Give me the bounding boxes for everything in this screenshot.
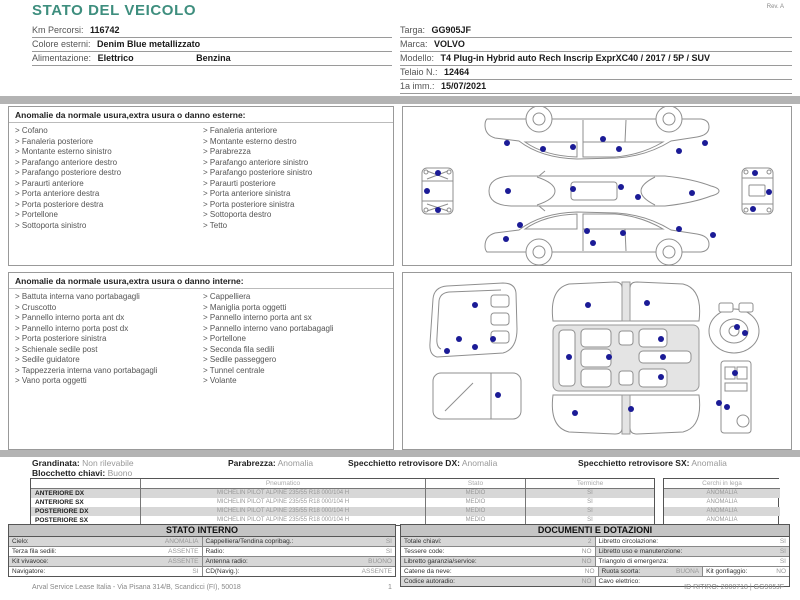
anomaly-item: > Tunnel centrale (203, 366, 387, 377)
tyre-position: POSTERIORE SX (31, 516, 141, 525)
field-value: SI (779, 538, 786, 545)
exterior-damage-diagram-panel (402, 106, 792, 266)
field-label: Cavo elettrico: (598, 578, 641, 585)
separator-bar-top (0, 96, 800, 104)
anomaly-item: > Maniglia porta oggetti (203, 303, 387, 314)
exterior-damage-diagram (403, 107, 791, 265)
anomaly-item: > Sedile guidatore (15, 355, 199, 366)
brand-value: VOLVO (434, 39, 465, 49)
color-value: Denim Blue metallizzato (97, 39, 201, 49)
field-value: SI (192, 568, 199, 575)
interior-anomalies-col2 (201, 292, 389, 387)
mirror-dx-value: Anomalia (461, 458, 498, 468)
anomaly-item: > Sedile passeggero (203, 355, 387, 366)
interior-damage-diagram-panel (402, 272, 792, 450)
tyre-thermal: SI (526, 489, 654, 498)
field-value: ANOMALIA (164, 538, 199, 545)
anomaly-item: > Vano porta oggetti (15, 376, 199, 387)
anomaly-item: > Portellone (203, 334, 387, 345)
anomaly-item: > Volante (203, 376, 387, 387)
anomaly-item: > Parafango anteriore sinistro (203, 158, 387, 169)
color-row (32, 38, 392, 52)
anomaly-item: > Pannello interno vano portabagagli (203, 324, 387, 335)
anomaly-item: > Schienale sedile post (15, 345, 199, 356)
vehicle-info-left (32, 24, 392, 66)
field-value: 2 (587, 538, 592, 545)
interior-damage-diagram (403, 273, 791, 449)
tyre-position: ANTERIORE DX (31, 489, 141, 498)
tyre-position-header (31, 479, 141, 489)
interior-state-title: STATO INTERNO (9, 525, 395, 537)
model-value: T4 Plug-in Hybrid auto Rech Inscrip ExprXC40 / 2017 / 5P / SUV (440, 53, 710, 63)
footer-page-number: 1 (388, 584, 392, 591)
field-value: ASSENTE (168, 558, 199, 565)
vehicle-info-right (400, 24, 792, 94)
model-label: Modello: (400, 53, 435, 63)
field-value: SI (385, 538, 392, 545)
anomaly-item: > Tappezzeria interna vano portabagagli (15, 366, 199, 377)
field-value: NO (581, 558, 592, 565)
key-block-status (32, 469, 132, 479)
brand-label: Marca: (400, 39, 428, 49)
field-value: BUONO (368, 558, 392, 565)
anomaly-item: > Cruscotto (15, 303, 199, 314)
anomaly-item: > Parafango posteriore destro (15, 168, 199, 179)
field-label: Cielo: (12, 538, 29, 545)
anomaly-item: > Parabrezza (203, 147, 387, 158)
field-label: Libretto circolazione: (598, 538, 659, 545)
mirror-sx-label: Specchietto retrovisore SX: (578, 458, 690, 468)
footer-pickup-id: ID RITIRO: 2000718 | GG905JF (684, 584, 784, 591)
anomaly-item: > Cappelliera (203, 292, 387, 303)
mirror-sx-status (578, 459, 727, 469)
documents-equipment-table (400, 524, 790, 587)
tyre-thermal-header: Termiche (526, 479, 654, 489)
fuel-value-electric: Elettrico (97, 53, 134, 63)
chassis-row (400, 66, 792, 80)
field-label: Totale chiavi: (404, 538, 442, 545)
mirror-sx-value: Anomalia (691, 458, 727, 468)
tyre-state: MEDIO (426, 489, 526, 498)
field-label: Antenna radio: (205, 558, 248, 565)
plate-value: GG905JF (431, 25, 472, 35)
registration-value: 15/07/2021 (441, 81, 487, 91)
separator-bar-bottom (0, 450, 800, 457)
alloy-wheel-state: ANOMALIA (664, 507, 780, 516)
field-value: NO (776, 568, 786, 575)
anomaly-item: > Porta posteriore destra (15, 200, 199, 211)
anomaly-item: > Fanaleria posteriore (15, 137, 199, 148)
tyre-thermal: SI (526, 507, 654, 516)
tyre-state-header: Stato (426, 479, 526, 489)
plate-label: Targa: (400, 25, 426, 35)
interior-anomalies-columns (9, 289, 393, 390)
field-label: Terza fila sedili: (12, 548, 57, 555)
field-label: Tessere code: (404, 548, 445, 555)
interior-anomalies-panel (8, 272, 394, 450)
alloy-wheels-header: Cerchi in lega (664, 479, 780, 489)
tyre-model: MICHELIN PILOT ALPINE 235/55 R18 000/104 H (141, 489, 426, 498)
anomaly-item: > Paraurti anteriore (15, 179, 199, 190)
alloy-wheel-state: ANOMALIA (664, 489, 780, 498)
windshield-label: Parabrezza: (228, 458, 276, 468)
field-value: NO (581, 578, 592, 585)
interior-anomalies-col1 (13, 292, 201, 387)
tyre-position: POSTERIORE DX (31, 507, 141, 516)
tyre-position: ANTERIORE SX (31, 498, 141, 507)
anomaly-item: > Sottoporta sinistro (15, 221, 199, 232)
field-value: NO (581, 548, 592, 555)
anomaly-item: > Porta anteriore sinistra (203, 189, 387, 200)
documents-equipment-title: DOCUMENTI E DOTAZIONI (401, 525, 789, 537)
field-label: Libretto uso e manutenzione: (598, 548, 683, 555)
table-row (9, 567, 395, 576)
anomaly-item: > Montante esterno sinistro (15, 147, 199, 158)
field-label: Codice autoradio: (404, 578, 455, 585)
field-value: BUONA (676, 568, 700, 575)
anomaly-item: > Tetto (203, 221, 387, 232)
mirror-dx-label: Specchietto retrovisore DX: (348, 458, 460, 468)
tyre-model: MICHELIN PILOT ALPINE 235/55 R18 000/104 H (141, 507, 426, 516)
chassis-label: Telaio N.: (400, 67, 438, 77)
field-value: ASSENTE (168, 548, 199, 555)
color-label: Colore esterni: (32, 39, 91, 49)
field-label: Kit gonfiaggio: (706, 568, 748, 575)
page-title: STATO DEL VEICOLO (32, 2, 197, 19)
field-label: Ruota scorta: (601, 568, 641, 575)
registration-row (400, 80, 792, 94)
anomaly-item: > Pannello interno porta post dx (15, 324, 199, 335)
field-value: SI (779, 558, 786, 565)
table-row (401, 547, 789, 557)
field-label: Navigatore: (12, 568, 46, 575)
model-row (400, 52, 792, 66)
anomaly-item: > Cofano (15, 126, 199, 137)
anomaly-item: > Paraurti posteriore (203, 179, 387, 190)
anomaly-item: > Parafango anteriore destro (15, 158, 199, 169)
tyre-model: MICHELIN PILOT ALPINE 235/55 R18 000/104 H (141, 498, 426, 507)
field-label: Libretto garanzia/service: (404, 558, 477, 565)
anomaly-item: > Porta posteriore sinistra (15, 334, 199, 345)
anomaly-item: > Portellone (15, 210, 199, 221)
alloy-wheel-state: ANOMALIA (706, 499, 738, 505)
plate-row (400, 24, 792, 38)
table-row (401, 567, 789, 577)
tyre-section (30, 478, 779, 526)
alloy-wheels-table (663, 478, 779, 526)
field-label: Triangolo di emergenza: (598, 558, 669, 565)
alloy-wheel-state: ANOMALIA (706, 517, 738, 523)
km-row (32, 24, 392, 38)
exterior-anomalies-columns (9, 123, 393, 234)
field-label: Catene da neve: (404, 568, 452, 575)
anomaly-item: > Battuta interna vano portabagagli (15, 292, 199, 303)
table-row (9, 557, 395, 567)
tyre-header: Pneumatico (141, 479, 426, 489)
anomaly-item: > Sottoporta destro (203, 210, 387, 221)
key-block-label: Blocchetto chiavi: (32, 467, 106, 478)
hail-value: Non rilevabile (82, 458, 134, 468)
exterior-anomalies-col1 (13, 126, 201, 231)
table-row (401, 557, 789, 567)
anomaly-item: > Parafango posteriore sinistro (203, 168, 387, 179)
interior-state-table (8, 524, 396, 577)
chassis-value: 12464 (444, 67, 470, 77)
field-value: NO (584, 568, 595, 575)
tyre-state: MEDIO (426, 516, 526, 525)
tyre-table (30, 478, 655, 526)
anomaly-item: > Porta posteriore sinistra (203, 200, 387, 211)
tyre-thermal: SI (587, 499, 593, 505)
footer-company: Arval Service Lease Italia - Via Pisana 314/B, Scandicci (FI), 50018 (32, 584, 241, 591)
tyre-state: MEDIO (426, 507, 526, 516)
fuel-value-petrol: Benzina (196, 53, 231, 63)
tyre-state: MEDIO (426, 498, 526, 507)
fuel-row (32, 52, 392, 66)
anomaly-item: > Montante esterno destro (203, 137, 387, 148)
field-value: SI (385, 548, 392, 555)
anomaly-item: > Fanaleria anteriore (203, 126, 387, 137)
interior-anomalies-title: Anomalie da normale usura,extra usura o danno interne: (9, 273, 393, 289)
km-value: 116742 (90, 25, 120, 35)
anomaly-item: > Pannello interno porta ant dx (15, 313, 199, 324)
hail-label: Grandinata: (32, 458, 80, 468)
brand-row (400, 38, 792, 52)
anomaly-item: > Seconda fila sedili (203, 345, 387, 356)
anomaly-item: > Pannello interno porta ant sx (203, 313, 387, 324)
field-value: ASSENTE (361, 568, 392, 575)
exterior-anomalies-col2 (201, 126, 389, 231)
field-label: CD(Navig.): (205, 568, 240, 575)
fuel-label: Alimentazione: (32, 53, 92, 63)
table-row (401, 537, 789, 547)
field-label: Radio: (205, 548, 225, 555)
windshield-value: Anomalia (277, 458, 314, 468)
anomaly-item: > Porta anteriore destra (15, 189, 199, 200)
exterior-anomalies-title: Anomalie da normale usura,extra usura o danno esterne: (9, 107, 393, 123)
tyre-model: MICHELIN PILOT ALPINE 235/55 R18 000/104 H (141, 516, 426, 525)
field-label: Cappelliera/Tendina copribag.: (205, 538, 294, 545)
registration-label: 1a imm.: (400, 81, 435, 91)
km-label: Km Percorsi: (32, 25, 84, 35)
field-value: SI (779, 548, 786, 555)
key-block-value: Buono (107, 467, 133, 478)
table-row (9, 537, 395, 547)
revision-label: Rev. A (766, 4, 784, 10)
field-label: Kit vivavoce: (12, 558, 49, 565)
mirror-dx-status (348, 459, 497, 469)
windshield-status (228, 459, 313, 469)
exterior-anomalies-panel (8, 106, 394, 266)
table-row (9, 547, 395, 557)
tyre-thermal: SI (587, 517, 593, 523)
